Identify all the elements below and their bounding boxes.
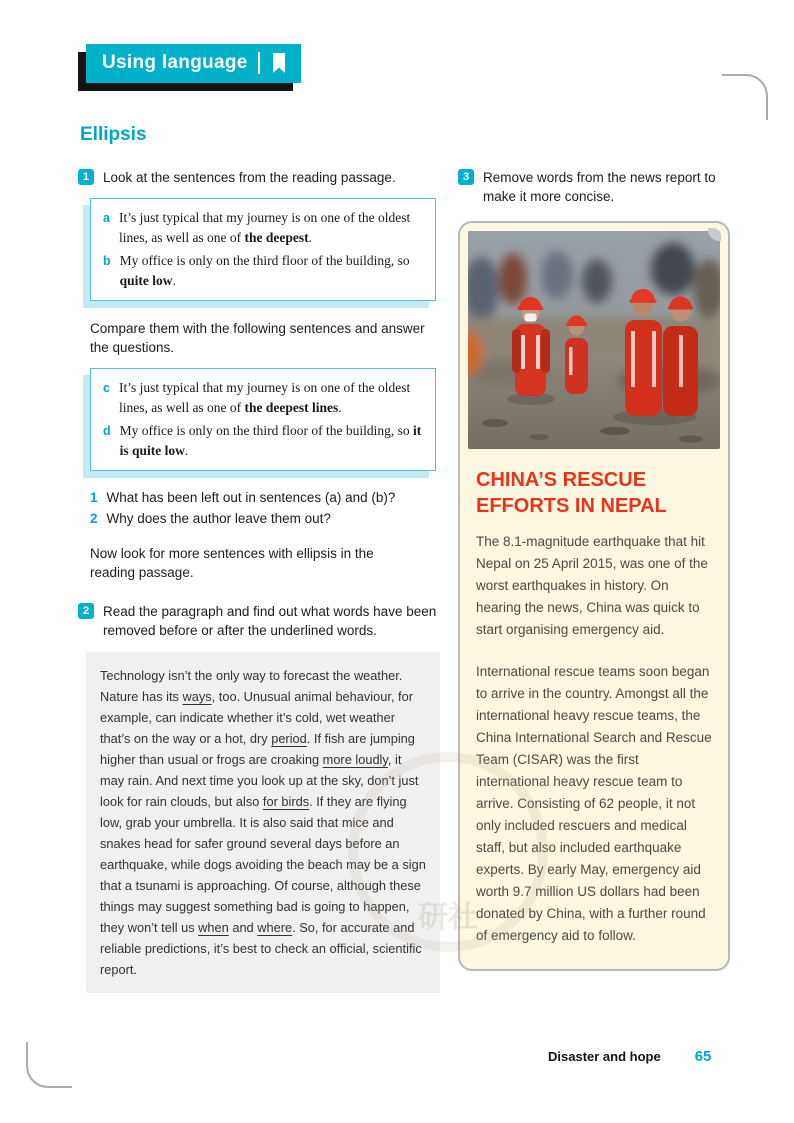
activity1-number-badge: 1: [78, 169, 94, 185]
news-report-card: [458, 221, 730, 971]
activity2-row: [78, 602, 440, 640]
sentence-text-d: My office is only on the third floor of the building, so it is quite low.: [119, 423, 422, 458]
activity1-instruction: Look at the sentences from the reading passage.: [103, 170, 396, 185]
sentence-text-b: My office is only on the third floor of the building, so quite low.: [119, 253, 410, 288]
news-headline: CHINA’S RESCUE EFFORTS IN NEPAL: [476, 469, 667, 517]
question-1: [90, 487, 440, 508]
sentence-item-c: [103, 378, 423, 418]
left-column: [78, 168, 440, 993]
sentence-label-b: b: [103, 254, 111, 268]
page-border-corner-top-right: [722, 74, 768, 120]
sentence-item-a: [103, 208, 423, 248]
page-footer: [548, 1048, 711, 1065]
section-banner-title: Using language: [102, 52, 248, 73]
question-2: [90, 508, 440, 529]
banner-separator: [258, 52, 260, 74]
sentence-text-c: It’s just typical that my journey is on one of the oldest lines, as well as one of the deepest lines.: [118, 380, 411, 415]
question-2-number: 2: [90, 511, 98, 526]
sentence-item-d: [103, 421, 423, 461]
page-border-corner-bottom-left: [26, 1042, 72, 1088]
watermark-text: 研社: [418, 901, 478, 934]
sentence-box-ab: [90, 198, 436, 301]
sentence-item-b: [103, 251, 423, 291]
activity1-row: [78, 168, 440, 187]
sentence-label-c: c: [103, 381, 110, 395]
sentence-text-a: It’s just typical that my journey is on one of the oldest lines, as well as one of the deepest.: [118, 210, 411, 245]
activity2-number-badge: 2: [78, 603, 94, 619]
activity2-instruction: Read the paragraph and find out what words have been removed before or after the underlined words.: [103, 604, 437, 638]
bookmark-icon: [270, 52, 287, 74]
question-1-number: 1: [90, 490, 98, 505]
topic-heading: Ellipsis: [80, 124, 147, 145]
sentence-box-cd: [90, 368, 436, 471]
activity3-instruction: Remove words from the news report to make it more concise.: [483, 170, 716, 204]
footer-unit-title: Disaster and hope: [548, 1049, 661, 1064]
news-paragraph-2: International rescue teams soon began to arrive in the country. Amongst all the international heavy rescue teams, the China International Search and Rescue Team (CISAR) was the first international heavy rescue team to arrive. Consisting of 62 people, it not only included rescuers and medical staff, but also included earthquake experts. By early May, emergency aid worth 9.7 million US dollars had been donated by China, with a further round of emergency aid to follow.: [476, 664, 712, 943]
activity3-row: [458, 168, 732, 206]
right-column: [458, 168, 732, 971]
question-1-text: What has been left out in sentences (a) and (b)?: [106, 490, 396, 505]
activity3-number-badge: 3: [458, 169, 474, 185]
ellipsis-paragraph-box: [86, 652, 440, 993]
sentence-label-d: d: [103, 424, 111, 438]
footer-page-number: 65: [694, 1048, 712, 1065]
question-list: [90, 487, 440, 529]
compare-instruction: Compare them with the following sentences and answer the questions.: [90, 321, 425, 355]
ellipsis-paragraph: Technology isn’t the only way to forecast the weather. Nature has its ways, too. Unusual animal behaviour, for example, can indicate whether it’s cold, wet weather that’s on the way or a hot, dry period. If fish are jumping higher than usual or frogs are croaking more loudly, it may rain. And next time you look up at the sky, don’t just look for rain clouds, but also for birds. If they are flying low, grab your umbrella. It is also said that mice and snakes head for safer ground several days before an earthquake, while dogs avoiding the beach may be a sign that a tsunami is approaching. Of course, although these things may suggest something bad is going to happen, they won’t tell us when and where. So, for accurate and reliable predictions, it’s best to check an official, scientific report.: [100, 668, 426, 977]
news-photo: [468, 231, 720, 449]
news-paragraph-1: The 8.1-magnitude earthquake that hit Nepal on 25 April 2015, was one of the worst earthquakes in history. On hearing the news, China was quick to start organising emergency aid.: [476, 534, 708, 637]
question-2-text: Why does the author leave them out?: [106, 511, 331, 526]
section-banner: [86, 44, 301, 83]
sentence-label-a: a: [103, 211, 110, 225]
follow-up-instruction: Now look for more sentences with ellipsis in the reading passage.: [90, 546, 374, 580]
